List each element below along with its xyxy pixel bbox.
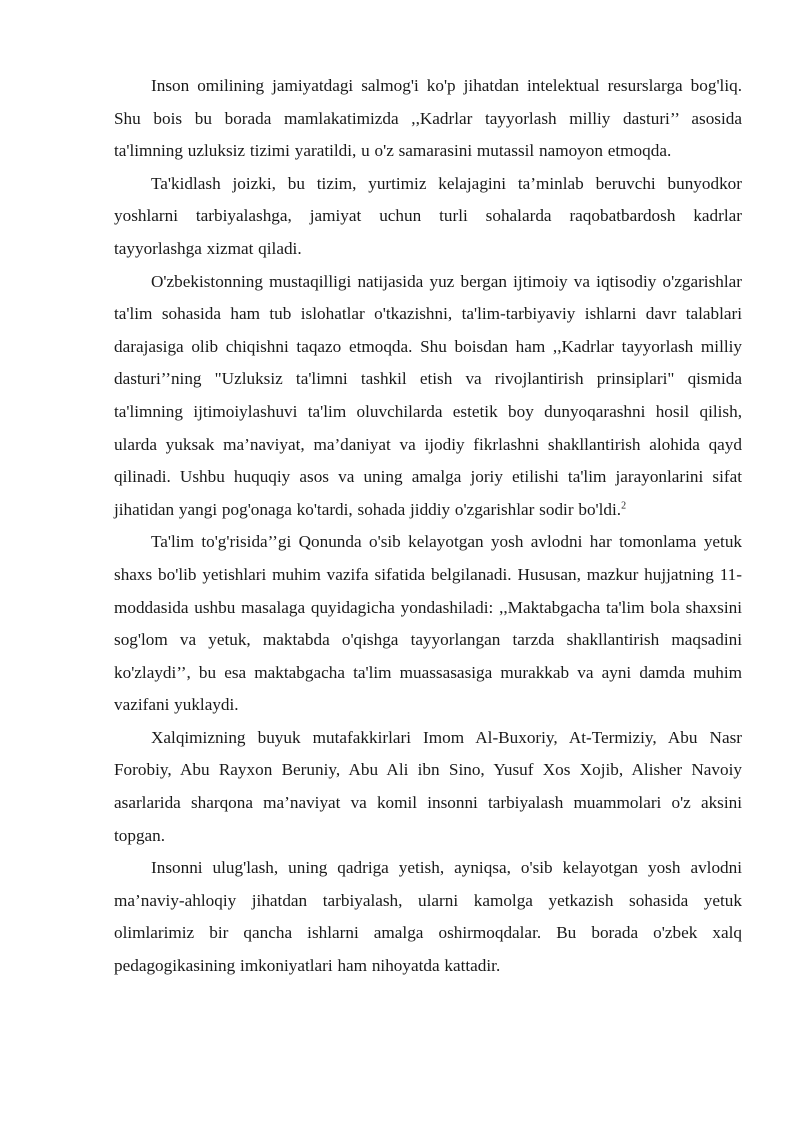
paragraph-independence-reforms <box>114 266 742 527</box>
paragraph-text: Inson omilining jamiyatdagi salmog'i ko'p jihatdan intelektual resurslarga bog'liq. Shu bois bu borada mamlakatimizda ,,Kadrlar tayyorlash milliy dasturi’’ asosida ta'limning uzluksiz tizimi yaratildi, u o'z samarasini mutassil namoyon etmoqda. <box>114 76 742 161</box>
paragraph-text: Ta'lim to'g'risida’’gi Qonunda o'sib kelayotgan yosh avlodni har tomonlama yetuk shaxs bo'lib yetishlari muhim vazifa sifatida belgilanadi. Hususan, mazkur hujjatning 11-moddasida ushbu masalaga quyidagicha yondashiladi: ,,Maktabgacha ta'lim bola shaxsini sog'lom va yetuk, maktabda o'qishga tayyorlangan tarzda shakllantirish maqsadini ko'zlaydi’’, bu esa maktabgacha ta'lim muassasasiga murakkab va ayni damda muhim vazifani yuklaydi. <box>114 532 742 715</box>
body-text <box>114 70 742 983</box>
paragraph-great-thinkers <box>114 722 742 852</box>
paragraph-text: Xalqimizning buyuk mutafakkirlari Imom Al-Buxoriy, At-Termiziy, Abu Nasr Forobiy, Abu Rayxon Beruniy, Abu Ali ibn Sino, Yusuf Xos Xojib, Alisher Navoiy asarlarida sharqona ma’naviyat va komil insonni tarbiyalash muammolari o'z aksini topgan. <box>114 727 742 845</box>
paragraph-text: Ta'kidlash joizki, bu tizim, yurtimiz kelajagini ta’minlab beruvchi bunyodkor yoshlarni tarbiyalashga, jamiyat uchun turli sohalarda raqobatbardosh kadrlar tayyorlashga xizmat qiladi. <box>114 173 742 258</box>
paragraph-folk-pedagogy <box>114 852 742 982</box>
paragraph-human-resources <box>114 70 742 168</box>
paragraph-text: Insonni ulug'lash, uning qadriga yetish, ayniqsa, o'sib kelayotgan yosh avlodni ma’naviy-ahloqiy jihatdan tarbiyalash, ularni kamolga yetkazish sohasida yetuk olimlarimiz bir qancha ishlarni amalga oshirmoqdalar. Bu borada o'zbek xalq pedagogikasining imkoniyatlari ham nihoyatda kattadir. <box>114 858 742 976</box>
paragraph-education-system <box>114 168 742 266</box>
paragraph-education-law <box>114 526 742 722</box>
paragraph-text: O'zbekistonning mustaqilligi natijasida yuz bergan ijtimoiy va iqtisodiy o'zgarishlar ta'lim sohasida ham tub islohatlar o'tkazishni, ta'lim-tarbiyaviy ishlarni davr talablari darajasiga olib chiqishni taqazo etmoqda. Shu boisdan ham ,,Kadrlar tayyorlash milliy dasturi’’ning "Uzluksiz ta'limni tashkil etish va rivojlantirish prinsiplari" qismida ta'limning ijtimoiylashuvi ta'lim oluvchilarda estetik boy dunyoqarashni hosil qilish, ularda yuksak ma’naviyat, ma’daniyat va ijodiy fikrlashni shakllantirish alohida qayd qilinadi. Ushbu huquqiy asos va uning amalga joriy etilishi ta'lim jarayonlarini sifat jihatidan yangi pog'onaga ko'tardi, sohada jiddiy o'zgarishlar sodir bo'ldi. <box>114 271 742 519</box>
footnote-reference: 2 <box>621 499 627 511</box>
